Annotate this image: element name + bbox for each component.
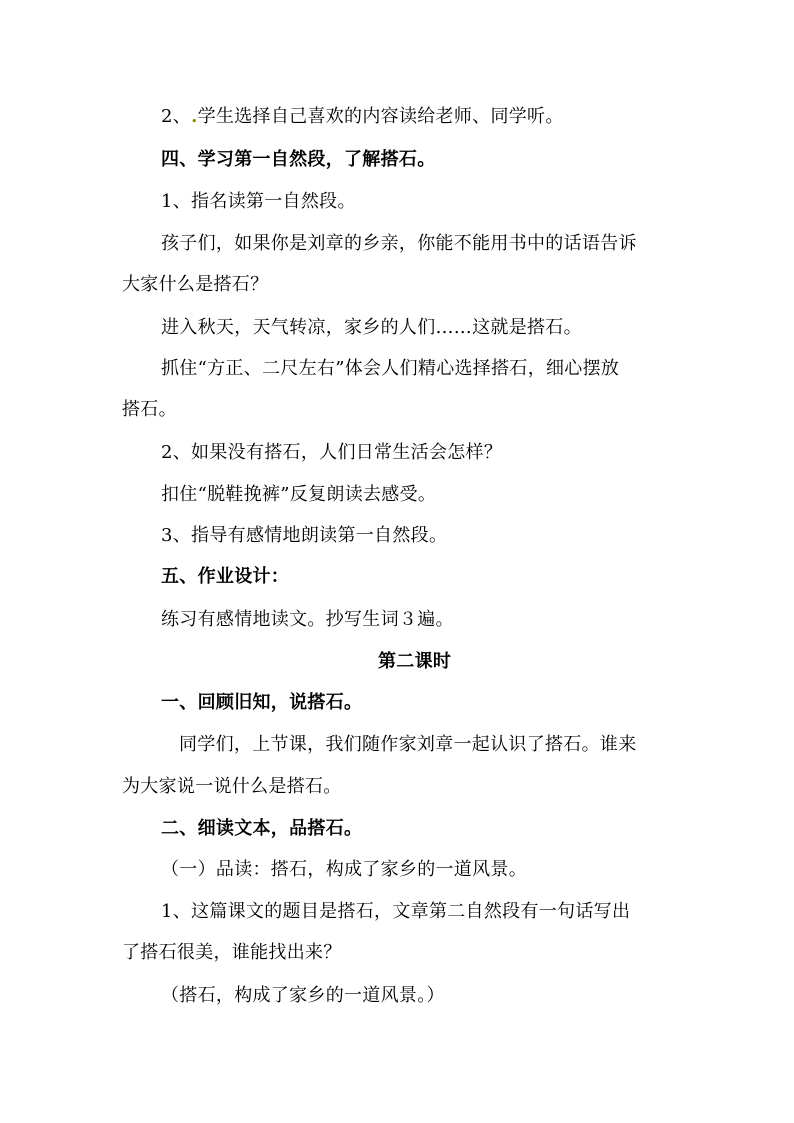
lesson-title: 第二课时 — [378, 651, 452, 672]
paragraph-line: 进入秋天，天气转凉，家乡的人们……这就是搭石。 — [161, 317, 582, 338]
paragraph-line: （一）品读：搭石，构成了家乡的一道风景。 — [161, 859, 527, 880]
paragraph-line: 练习有感情地读文。抄写生词３遍。 — [161, 609, 454, 630]
paragraph-line: 1、指名读第一自然段。 — [161, 191, 356, 212]
paragraph-line: （搭石，构成了家乡的一道风景。） — [161, 985, 445, 1006]
paragraph-line: 搭石。 — [122, 399, 177, 420]
section-heading: 四、学习第一自然段，了解搭石。 — [161, 149, 436, 170]
paragraph-line: 孩子们，如果你是刘章的乡亲，你能不能用书中的话语告诉 — [161, 233, 637, 254]
paragraph-text: 学生选择自己喜欢的内容读给老师、同学听。 — [197, 106, 564, 127]
paragraph-line — [161, 104, 564, 130]
paragraph-line: 了搭石很美，谁能找出来？ — [122, 942, 342, 963]
paragraph-line: 同学们，上节课，我们随作家刘章一起认识了搭石。谁来 — [179, 734, 637, 755]
section-heading: 二、细读文本，品搭石。 — [161, 818, 363, 839]
paragraph-line: 为大家说一说什么是搭石。 — [122, 776, 342, 797]
paragraph-line: 2、如果没有搭石，人们日常生活会怎样？ — [161, 442, 503, 463]
paragraph-line: 抓住“方正、二尺左右”体会人们精心选择搭石，细心摆放 — [161, 358, 620, 379]
list-number: 2、 — [161, 106, 192, 127]
paragraph-line: 1、这篇课文的题目是搭石，文章第二自然段有一句话写出 — [161, 901, 631, 922]
paragraph-line: 大家什么是搭石？ — [122, 274, 269, 295]
paragraph-line: 扣住“脱鞋挽裤”反复朗读去感受。 — [161, 484, 437, 505]
section-heading: 五、作业设计： — [161, 566, 290, 587]
highlight-mark: . — [191, 106, 198, 127]
paragraph-line: 3、指导有感情地朗读第一自然段。 — [161, 525, 448, 546]
section-heading: 一、回顾旧知，说搭石。 — [161, 692, 363, 713]
